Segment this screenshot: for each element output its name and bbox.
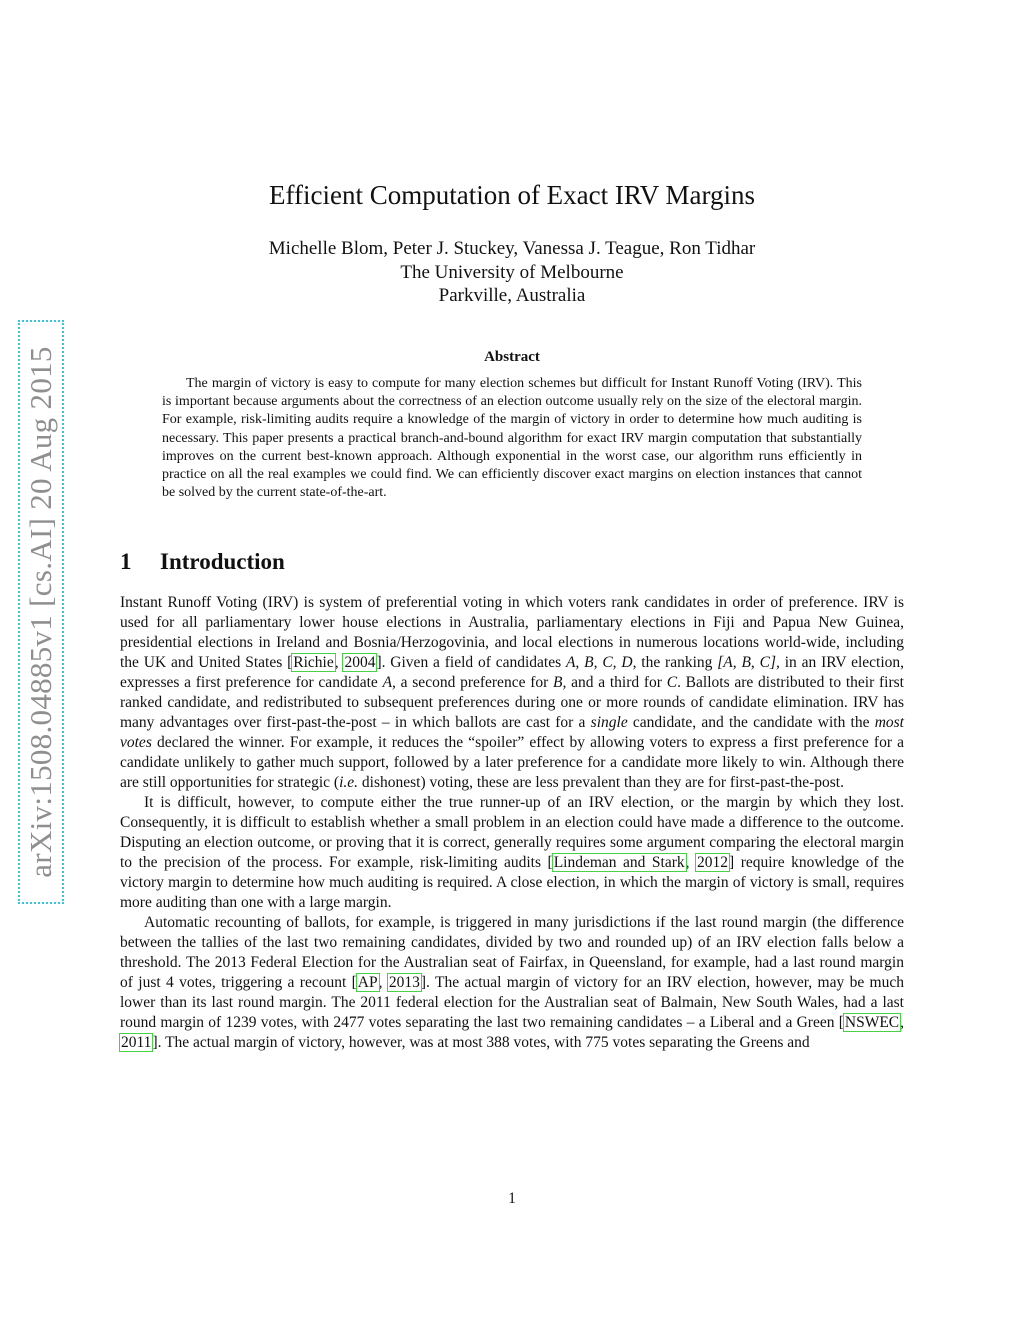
paragraph: It is difficult, however, to compute either the true runner-up of an IRV election, or the margin by which they lost. Consequently, it is difficult to establish whether a small problem in an election could have made a difference to the outcome. Disputing an election outcome, or proving that it is correct, generally requires some argument comparing the electoral margin to the precision of the process. For example, risk-limiting audits [Lindeman and Stark, 2012] require knowledge of the victory margin to determine how much auditing is required. A close election, in which the margin of victory is small, requires more auditing than one with a large margin.	[120, 794, 904, 911]
citation-link[interactable]: Richie	[293, 654, 334, 671]
location: Parkville, Australia	[438, 285, 586, 306]
arxiv-sidebar-stamp[interactable]	[18, 320, 64, 904]
affiliation: The University of Melbourne	[400, 261, 624, 283]
section-heading	[120, 549, 285, 575]
citation-link[interactable]: Lindeman and Stark	[553, 854, 685, 871]
citation-link[interactable]: 2011	[121, 1034, 152, 1051]
abstract-heading: Abstract	[484, 349, 540, 365]
author-names: Michelle Blom, Peter J. Stuckey, Vanessa J. Teague, Ron Tidhar	[268, 238, 756, 259]
citation-link[interactable]: 2012	[697, 854, 729, 871]
citation-link[interactable]: 2004	[344, 654, 376, 671]
arxiv-identifier[interactable]: arXiv:1508.04885v1 [cs.AI] 20 Aug 2015	[23, 346, 58, 878]
author-block	[0, 237, 1024, 308]
citation-link[interactable]: 2013	[388, 974, 420, 991]
paragraph: Automatic recounting of ballots, for example, is triggered in many jurisdictions if the last round margin (the difference between the tallies of the last two remaining candidates, divided by two and rounded up) of an IRV election falls below a threshold. The 2013 Federal Election for the Australian seat of Fairfax, in Queensland, for example, had a last round margin of just 4 votes, triggering a recount [AP, 2013]. The actual margin of victory for an IRV election, however, may be much lower than its last round margin. The 2011 federal election for the Australian seat of Balmain, New South Wales, had a last round margin of 1239 votes, with 2477 votes separating the last two remaining candidates – a Liberal and a Green [NSWEC, 2011]. The actual margin of victory, however, was at most 388 votes, with 775 votes separating the Greens and	[120, 914, 904, 1051]
section-title: Introduction	[160, 549, 285, 574]
page-number: 1	[508, 1190, 516, 1207]
abstract-text: The margin of victory is easy to compute for many election schemes but difficult for Instant Runoff Voting (IRV). This is important because arguments about the correctness of an election outcome usually rely on the size of the electoral margin. For example, risk-limiting audits require a knowledge of the margin of victory in order to determine how much auditing is necessary. This paper presents a practical branch-and-bound algorithm for exact IRV margin computation that substantially improves on the current best-known approach. Although exponential in the worst case, our algorithm runs efficiently in practice on all the real examples we could find. We can efficiently discover exact margins on election instances that cannot be solved by the current state-of-the-art.	[162, 376, 862, 501]
section-number: 1	[120, 549, 132, 574]
abstract	[162, 375, 862, 502]
citation-link[interactable]: AP	[357, 974, 378, 991]
paragraph: Instant Runoff Voting (IRV) is system of preferential voting in which voters rank candidates in order of preference. IRV is used for all parliamentary lower house elections in Australia, parliamentary elections in Fiji and Papua New Guinea, presidential elections in Ireland and Bosnia/Herzogovinia, and local elections in numerous locations world-wide, including the UK and United States [Richie, 2004]. Given a field of candidates A, B, C, D, the ranking [A, B, C], in an IRV election, expresses a first preference for candidate A, a second preference for B, and a third for C. Ballots are distributed to their first ranked candidate, and redistributed to subsequent preferences during one or more rounds of candidate elimination. IRV has many advantages over first-past-the-post – in which ballots are cast for a single candidate, and the candidate with the most votes declared the winner. For example, it reduces the “spoiler” effect by allowing voters to express a first preference for a candidate unlikely to gather much support, followed by a later preference for a candidate more likely to win. Although there are still opportunities for strategic (i.e. dishonest) voting, these are less prevalent than they are for first-past-the-post.	[120, 594, 905, 791]
citation-link[interactable]: NSWEC	[844, 1014, 900, 1031]
paper-title: Efficient Computation of Exact IRV Margins	[268, 180, 755, 210]
body-text	[120, 593, 904, 1053]
